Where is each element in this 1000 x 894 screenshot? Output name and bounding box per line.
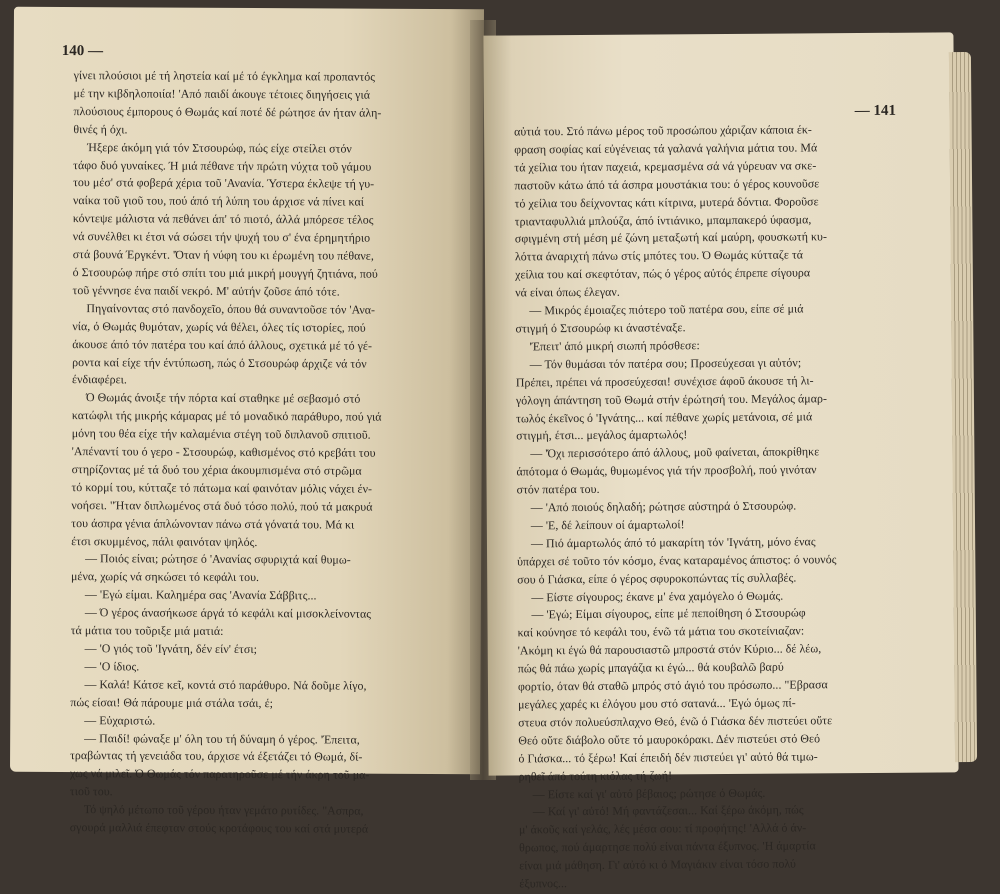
text-line: στά βουνά Έργκέντ. 'Όταν ή νύφη του κι έρωμένη του πέθανε,: [72, 247, 374, 263]
text-line: — 'Όχι περισσότερο άπό άλλους, μοῦ φαίνεται, άποκρίθηκε: [530, 444, 820, 461]
text-line: αὐτιά του. Στό πάνω μέρος τοῦ προσώπου χάριζαν κάποια έκ-: [514, 122, 812, 139]
text-line: Θεό οὔτε διάβολο οὔτε τό μαυροκόρακι. Δέν πιστεύει στό Θεό: [518, 731, 821, 748]
text-line: τάφο δυό γυναίκες. Ή μιά πέθανε τήν πρώτη νύχτα τοῦ γάμου: [73, 157, 372, 174]
text-line: έξυπνος...: [519, 876, 568, 891]
text-line: ό Στσουρώφ πήρε στό σπίτι του μιά μικρή μουγγή ζητιάνα, πού: [72, 265, 378, 281]
text-line: θινές ή όχι.: [73, 121, 128, 137]
text-line: χως νά μιλεῖ. Ό Θωμάς τόν παρατηροῦσε μέ τήν άκρη τοῦ μα-: [69, 766, 370, 782]
text-line: — 'Εγώ; Είμαι σίγουρος, είπε μέ πεποίθηση ό Στσουρώφ: [531, 605, 806, 622]
text-line: νία, ό Θωμάς θυμόταν, χωρίς νά θέλει, όλες τίς ιστορίες, πού: [72, 318, 366, 335]
text-line: μ' άκοῦς καί γελάς, λές μέσα σου: τί προφήτης! 'Αλλά ό άν-: [518, 820, 807, 837]
text-line: σου ό Γιάσκα, είπε ό γέρος σφυροκοπώντας τίς συλλαβές.: [517, 570, 797, 587]
text-line: — 'Ο ίδιος.: [84, 659, 140, 674]
text-line: Τό ψηλό μέτωπο τοῦ γέρου ήταν γεμάτο ρυτίδες. "Ασπρα,: [83, 802, 364, 818]
text-line: κατώφλι τής μικρής κάμαρας μέ τό μοναδικό παράθυρο, πού γιά: [71, 408, 382, 424]
text-line: 'Έπειτ' άπό μικρή σιωπή πρόσθεσε:: [529, 338, 700, 354]
text-line: στευα στόν πολυεύσπλαχνο Θεό, ένῶ ό Γιάσκα δέν πιστεύει οὔτε: [518, 713, 833, 730]
text-line: τό κορμί του, κύτταζε τό πάτωμα καί φαινόταν μόλις νάχει έν-: [71, 479, 373, 496]
text-line: — 'Εγώ είμαι. Καλημέρα σας 'Ανανία Σάββιτς...: [84, 587, 317, 603]
text-line: ροντα καί είχε τήν έντύπωση, πώς ό Στσουρώφ άρχιζε νά τόν: [72, 354, 367, 371]
text-line: ρηθεῖ άπό τούτη κιόλας τή ζωή!: [518, 767, 673, 784]
text-line: — 'Ο γιός τοῦ 'Ιγνάτη, δέν είν' έτσι;: [84, 641, 257, 657]
text-line: στιγμή, έτσι... μεγάλος άμαρτωλός!: [516, 427, 688, 443]
text-line: είναι μιά μάθηση. Γι' αὐτό κι ό Μαγιάκιν είναι τόσο πολύ: [519, 856, 797, 873]
text-line: μεγάλες χαρές κι έλόγου μου στό σατανά... 'Εγώ όμως πί-: [518, 695, 796, 712]
text-line: ὑπάρχει σέ τοῦτο τόν κόσμο, ένας καταραμένος άπιστος: ό νουνός: [517, 551, 837, 569]
text-line: άκουσε άπό τόν πατέρα του καί άπό άλλους, σχετικά μέ τό γέ-: [72, 336, 373, 353]
text-line: τιοῦ του.: [69, 784, 113, 799]
text-line: τραβώντας τή γενειάδα του, άρχισε νά έξετάζει τό Θωμά, δί-: [70, 748, 363, 765]
text-line: — Παιδί! φώναξε μ' όλη του τή δύναμη ό γέρος. 'Έπειτα,: [84, 730, 360, 747]
text-line: νά είναι όπως έλεγαν.: [515, 284, 620, 300]
text-line: — Είστε καί γι' αὐτό βέβαιος; ρώτησε ό Θωμάς.: [532, 785, 766, 801]
text-line: νοήσει. "Ήταν διπλωμένος στά δυό τόσο πολύ, πού τά μακρυά: [71, 497, 373, 514]
text-line: 'Ακόμη κι έγώ θά παρουσιαστῶ μπροστά στόν Κύριο... δέ λέω,: [517, 641, 822, 658]
text-line: φορτίο, όταν θά σταθῶ μπρός στό άγιό του πρόσωπο... "Εβρασα: [517, 677, 828, 694]
text-line: του μέσ' στά φοβερά χέρια τοῦ 'Ανανία. Ύστερα έκλεψε τή γυ-: [73, 175, 375, 192]
text-line: — Εὐχαριστώ.: [84, 712, 156, 728]
text-line: — Καλά! Κάτσε κεῖ, κοντά στό παράθυρο. Νά δοῦμε λίγο,: [84, 676, 367, 693]
text-line: Ό Θωμάς άνοιξε τήν πόρτα καί σταθηκε μέ σεβασμό στό: [85, 390, 361, 406]
text-line: — Τόν θυμάσαι τόν πατέρα σου; Προσεύχεσαι γι αὐτόν;: [529, 355, 802, 372]
text-line: στόν πατέρα του.: [516, 481, 600, 497]
right-page-text: [514, 121, 924, 894]
left-page: [10, 7, 484, 836]
text-line: — Καί γι' αὐτό! Μή φαντάζεσαι... Καί ξέρω άκόμη, πώς: [532, 802, 804, 819]
text-line: στιγμή ό Στσουρώφ κι άναστέναξε.: [515, 320, 686, 336]
text-line: τριανταφυλλιά μπλούζα, άπό ίντιάνικο, μπαμπακερό ύφασμα,: [514, 211, 812, 228]
text-line: μόνη του θέα είχε τήν καλαμένια στέγη τοῦ διπλανοῦ σπιτιοῦ.: [71, 426, 371, 442]
text-line: πώς είσαι! Θά πάρουμε μιά στάλα τσάι, έ;: [70, 694, 274, 710]
text-line: Ήξερε άκόμη γιά τόν Στσουρώφ, πώς είχε στείλει στόν: [87, 139, 352, 156]
text-line: μέ την κιβδηλοποιία! 'Από παιδί άκουγε τέτοιες διηγήσεις γιά: [73, 85, 371, 102]
text-line: ένδιαφέρει.: [72, 372, 127, 387]
text-line: πώς θά πάω χωρίς μπαγάζια κι έγώ... θά κουβαλῶ βαρύ: [517, 659, 784, 676]
text-line: στηρίζοντας μέ τά δυό του χέρια άκουμπισμένα στό στρῶμα: [71, 462, 362, 478]
text-line: τωλός έκεῖνος ό 'Ιγνάτης... καί πέθανε χωρίς μετάνοια, σέ μιά: [516, 408, 813, 425]
text-line: — Ποιός είναι; ρώτησε ό 'Ανανίας σφυριχτά καί θυμω-: [85, 551, 351, 568]
text-line: λόττα άναριχτή πάνω στίς μπότες του. Ό Θωμάς κύτταζε τά: [514, 247, 804, 264]
text-line: Πρέπει, πρέπει νά προσεύχεσαι! συνέχισε άφοῦ άκουσε τή λι-: [515, 373, 814, 390]
text-line: άπότομα ό Θωμάς, θυμωμένος γιά τήν προσβολή, πού γινόταν: [516, 462, 817, 479]
text-line: φραση σοφίας καί εὐγένειας τά γαλανά γαλήνια μάτια του. Μά: [514, 140, 818, 157]
text-line: σφιγμένη στή μέση μέ ζώνη μεταξωτή καί μαύρη, φουσκωτή κυ-: [514, 229, 828, 246]
left-page-number: 140 —: [61, 43, 104, 60]
text-line: τοῦ γέννησε ένα παιδί νεκρό. Μ' αὐτήν ζοῦσε άπό τότε.: [72, 282, 340, 299]
right-page-number: — 141: [854, 102, 897, 120]
text-line: γόλογη άπάντηση τοῦ Θωμά στήν έρώτησή του. Μεγάλος άμαρ-: [515, 390, 828, 408]
right-page: [483, 32, 958, 891]
left-page-text: [70, 67, 459, 839]
text-line: του άσπρα γένια άπλώνονταν πάνω στά γόνατά του. Μά κι: [71, 515, 355, 532]
text-line: ό Γιάσκα... τό ξέρω! Καί έπειδή δέν πιστεύει γι' αὐτό θά τιμω-: [518, 749, 818, 766]
text-line: παστοῦν κάτω άπό τά άσπρα μουστάκια του: ό γέρος κουνοῦσε: [514, 176, 820, 193]
text-line: καί κούνησε τό κεφάλι του, ένῶ τά μάτια του σκοτείνιαζαν:: [517, 623, 805, 640]
text-line: σγουρά μαλλιά έπεφταν στούς κροτάφους του καί στά μυτερά: [69, 820, 369, 836]
text-line: πλούσιους έμπορους ό Θωμάς καί ποτέ δέ ρώτησε άν ήταν άλη-: [73, 103, 382, 120]
text-line: τά χείλια του ήταν παχειά, κρεμασμένα σά νά γύρευαν να σκε-: [514, 158, 817, 175]
text-line: Πηγαίνοντας στό πανδοχεῖο, όπου θά συναντοῦσε τόν 'Ανα-: [86, 300, 376, 317]
text-line: 'Απέναντί του ό γερο - Στσουρώφ, καθισμένος στό κρεβάτι του: [71, 444, 376, 460]
text-line: — 'Από ποιούς δηλαδή; ρώτησε αὐστηρά ό Στσουρώφ.: [530, 498, 797, 515]
text-line: τό χείλια του δείχνοντας κάτι κίτρινα, μυτερά δόντια. Φοροῦσε: [514, 193, 819, 211]
text-line: — Μικρός έμοιαζες πιότερο τοῦ πατέρα σου, είπε σέ μιά: [529, 301, 804, 318]
text-line: — Ό γέρος άνασήκωσε άργά τό κεφάλι καί μισοκλείνοντας: [84, 605, 372, 621]
text-line: μένα, χωρίς νά σηκώσει τό κεφάλι του.: [70, 569, 260, 585]
text-line: κόντεψε μάλιστα νά πεθάνει άπ' τό πιοτό, άλλά μπόρεσε τέλος: [72, 211, 374, 227]
text-line: θρωπος, πού άμαρτησε πολύ είναι πάντα έξυπνος. 'Η άμαρτία: [519, 838, 816, 855]
text-line: τά μάτια του τοῦριξε μιά ματιά:: [70, 623, 224, 638]
text-line: — 'Ε, δέ λείπουν οί άμαρτωλοί!: [530, 517, 685, 533]
text-line: νά συνέλθει κι έτσι νά σώσει τήν ψυχή του σ' ένα έρημητήριο: [72, 229, 371, 245]
text-line: ναίκα τοῦ γιοῦ του, πού άπό τή λύπη του άρχισε νά πίνει καί: [72, 193, 365, 209]
text-line: χείλια του καί σκεφτόταν, πώς ό γέρος αὐτός έπρεπε σίγουρα: [515, 265, 811, 282]
text-line: — Πιό άμαρτωλός άπό τό μακαρίτη τόν 'Ιγνάτη, μόνο ένας: [530, 534, 816, 551]
text-line: έτσι σκυμμένος, πάλι φαινόταν ψηλός.: [71, 533, 258, 549]
text-line: γίνει πλούσιοι μέ τή ληστεία καί μέ τό έγκλημα καί προπαντός: [73, 68, 376, 84]
text-line: — Είστε σίγουρος; έκανε μ' ένα χαμόγελο ό Θωμάς.: [531, 588, 784, 604]
